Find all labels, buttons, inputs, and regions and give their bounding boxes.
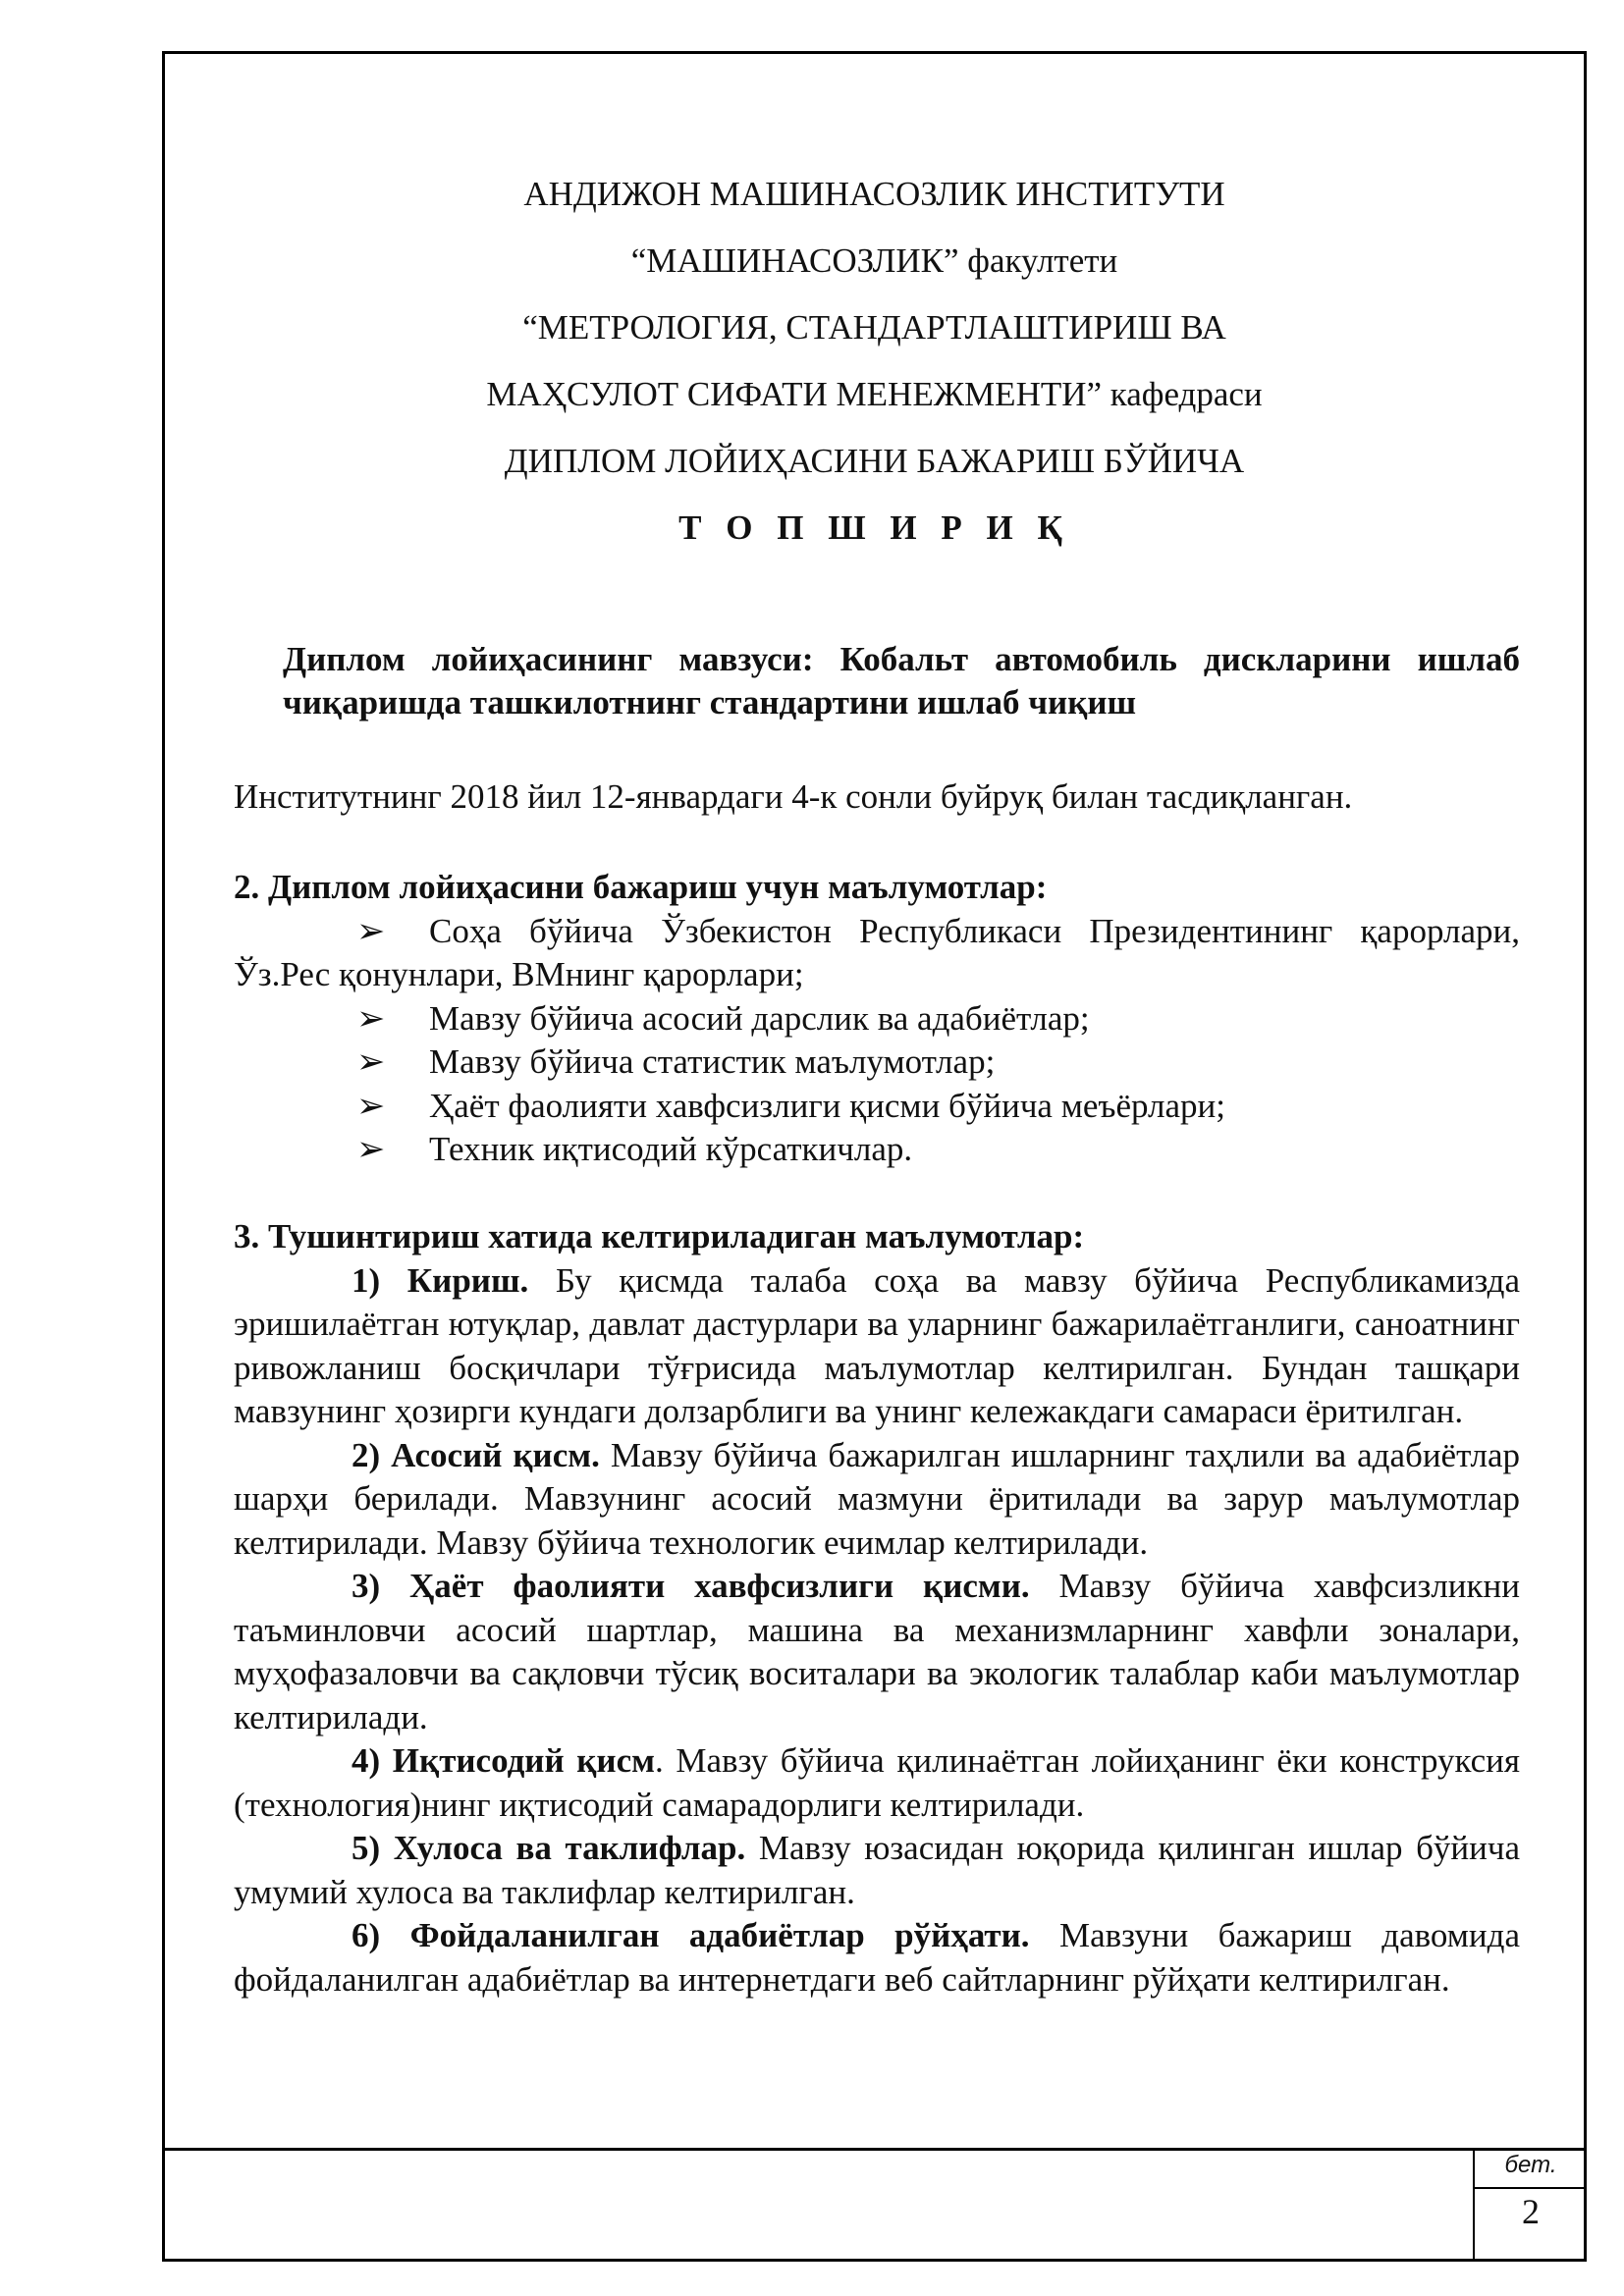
section-2-heading: 2. Диплом лойиҳасини бажариш учун маълумотлар: xyxy=(234,868,1048,906)
list-item-text: Соҳа бўйича Ўзбекистон Республикаси Президентининг қарорлари, Ўз.Рес қонунлари, ВМнинг қарорлари; xyxy=(234,911,1520,993)
paragraph-text: Мавзу бўйича хавфсизликни таъминловчи асосий шартлар, машина ва механизмларнинг хавфли зоналари, муҳофазаловчи ва сақловчи тўсиқ воситалари ва экологик талаблар каби маълумотлар келтирилади. xyxy=(234,1567,1521,1736)
paragraph-title: 6) Фойдаланилган адабиётлар рўйҳати. xyxy=(352,1916,1030,1954)
page-number-box xyxy=(1473,2148,1587,2262)
bullet-arrow-icon: ➢ xyxy=(356,1086,386,1125)
institute-name: АНДИЖОН МАШИНАСОЗЛИК ИНСТИТУТИ xyxy=(523,175,1225,213)
section-3-heading: 3. Тушинтириш хатида келтириладиган маълумотлар: xyxy=(234,1217,1085,1255)
paragraph-references xyxy=(234,1914,1520,2002)
department-line-1: “МЕТРОЛОГИЯ, СТАНДАРТЛАШТИРИШ ВА xyxy=(522,308,1226,347)
list-item-text: Мавзу бўйича асосий дарслик ва адабиётлар; xyxy=(429,998,1090,1038)
paragraph-text: Мавзу юзасидан юқорида қилинган ишлар бўйича умумий хулоса ва таклифлар келтирилган. xyxy=(234,1829,1520,1911)
paragraph-main-part xyxy=(234,1434,1520,1566)
paragraph-text: . Мавзу бўйича қилинаётган лойиҳанинг ёки конструксия (технология)нинг иқтисодий самарадорлиги келтирилади. xyxy=(234,1741,1520,1824)
list-item xyxy=(234,1085,1520,1129)
department-line-2: МАҲСУЛОТ СИФАТИ МЕНЕЖМЕНТИ” кафедраси xyxy=(486,375,1263,413)
diploma-topic: Диплом лойиҳасининг мавзуси: Кобальт автомобиль дискларини ишлаб чиқаришда ташкилотнинг стандартини ишлаб чиқиш xyxy=(283,640,1520,721)
paragraph-economic xyxy=(234,1739,1520,1827)
paragraph-safety xyxy=(234,1565,1520,1739)
page-box-divider xyxy=(1475,2187,1587,2189)
approval-text: Институтнинг 2018 йил 12-январдаги 4-к сонли буйруқ билан тасдиқланган. xyxy=(234,777,1353,816)
faculty-name: “МАШИНАСОЗЛИК” факултети xyxy=(630,241,1118,280)
list-item xyxy=(234,910,1520,997)
paragraph-title: 2) Асосий қисм. xyxy=(352,1435,600,1474)
list-item xyxy=(234,1128,1520,1172)
assignment-subtitle: ДИПЛОМ ЛОЙИҲАСИНИ БАЖАРИШ БЎЙИЧА xyxy=(504,442,1245,480)
paragraph-introduction xyxy=(234,1259,1520,1434)
paragraph-title: 3) Ҳаёт фаолияти хавфсизлиги қисми. xyxy=(352,1567,1030,1605)
paragraph-title: 4) Иқтисодий қисм xyxy=(352,1741,655,1780)
list-item-text: Ҳаёт фаолияти хавфсизлиги қисми бўйича меъёрлари; xyxy=(429,1086,1226,1125)
list-item-text: Мавзу бўйича статистик маълумотлар; xyxy=(429,1042,996,1081)
list-item-text: Техник иқтисодий кўрсаткичлар. xyxy=(429,1130,913,1168)
section-2 xyxy=(234,866,1520,1172)
paragraph-title: 5) Хулоса ва таклифлар. xyxy=(352,1829,746,1867)
paragraph-text: Бу қисмда талаба соҳа ва мавзу бўйича Республикамизда эришилаётган ютуқлар, давлат дастурлари ва уларнинг бажарилаётганлиги, саноатнинг ривожланиш босқичлари тўғрисида маълумотлар келтирилган. Бундан ташқари мавзунинг ҳозирги кундаги долзарблиги ва унинг кележакдаги самараси ёритилган. xyxy=(234,1260,1520,1430)
section-3 xyxy=(234,1215,1520,2002)
list-item xyxy=(234,997,1520,1041)
page-label: бет. xyxy=(1504,2152,1557,2178)
paragraph-conclusion xyxy=(234,1827,1520,1914)
bullet-arrow-icon: ➢ xyxy=(356,911,386,950)
bullet-arrow-icon: ➢ xyxy=(356,1042,386,1081)
bullet-arrow-icon: ➢ xyxy=(356,1130,386,1168)
paragraph-title: 1) Кириш. xyxy=(352,1260,529,1300)
list-item xyxy=(234,1041,1520,1085)
assignment-title: Т О П Ш И Р И Қ xyxy=(678,508,1070,547)
footer-divider xyxy=(162,2148,1587,2151)
paragraph-text: Мавзуни бажариш давомида фойдаланилган адабиётлар ва интернетдаги веб сайтларнинг рўйҳати келтирилган. xyxy=(234,1916,1520,1999)
document-header xyxy=(162,161,1587,561)
bullet-arrow-icon: ➢ xyxy=(356,998,386,1038)
page-number: 2 xyxy=(1522,2192,1540,2231)
paragraph-text: Мавзу бўйича бажарилган ишларнинг таҳлили ва адабиётлар шарҳи берилади. Мавзунинг асосий мазмуни ёритилади ва зарур маълумотлар келтирилади. Мавзу бўйича технологик ечимлар келтирилади. xyxy=(234,1435,1521,1562)
